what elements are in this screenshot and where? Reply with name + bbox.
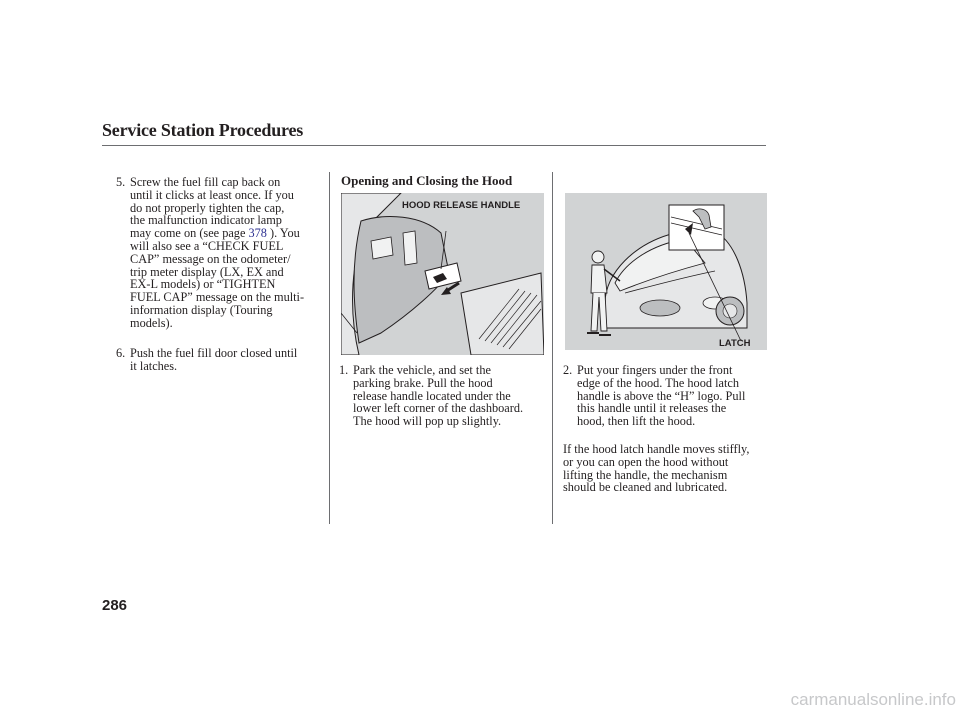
step-text bbox=[353, 364, 523, 428]
text-line: trip meter display (LX, EX and bbox=[130, 264, 284, 279]
step-2 bbox=[563, 364, 769, 434]
text-line: FUEL CAP” message on the multi- bbox=[130, 290, 305, 305]
text-line: it latches. bbox=[130, 358, 178, 373]
step-text bbox=[577, 364, 745, 428]
page-number: 286 bbox=[102, 597, 128, 614]
text-line: CAP” message on the odometer/ bbox=[130, 251, 291, 266]
step-number: 2. bbox=[563, 363, 573, 377]
text-line: The hood will pop up slightly. bbox=[353, 414, 502, 429]
text-line: do not properly tighten the cap, bbox=[130, 200, 285, 215]
text-line: If the hood latch handle moves stiffly, bbox=[563, 442, 750, 456]
hood-release-figure bbox=[341, 193, 544, 355]
step-number: 1. bbox=[339, 363, 349, 377]
car-hood-illustration bbox=[565, 193, 767, 350]
column-divider-right bbox=[552, 172, 553, 524]
text-line: or you can open the hood without bbox=[563, 454, 729, 469]
dashboard-illustration bbox=[341, 193, 544, 355]
text-line: may come on (see page 378 ). You bbox=[130, 226, 300, 241]
page-link[interactable]: 378 bbox=[248, 226, 267, 241]
text-line: lower left corner of the dashboard. bbox=[353, 401, 524, 416]
hood-latch-figure bbox=[565, 193, 767, 350]
column-divider-left bbox=[329, 172, 330, 524]
text-line: will also see a “CHECK FUEL bbox=[130, 238, 284, 253]
text-line: Put your fingers under the front bbox=[577, 363, 733, 377]
step-1 bbox=[339, 364, 551, 434]
text-line: Push the fuel fill door closed until bbox=[130, 346, 298, 360]
text-line: release handle located under the bbox=[353, 388, 511, 403]
step-number: 5. bbox=[116, 175, 126, 189]
step-number: 6. bbox=[116, 346, 126, 360]
text-line: models). bbox=[130, 315, 173, 330]
text-line: EX-L models) or “TIGHTEN bbox=[130, 277, 276, 292]
text-line: information display (Touring bbox=[130, 302, 273, 317]
watermark: carmanualsonline.info bbox=[790, 690, 956, 709]
text-line: Screw the fuel fill cap back on bbox=[130, 175, 281, 189]
figure-label: HOOD RELEASE HANDLE bbox=[402, 200, 521, 211]
text-line: until it clicks at least once. If you bbox=[130, 187, 294, 202]
page-title: Service Station Procedures bbox=[102, 120, 304, 140]
step-5 bbox=[116, 176, 326, 336]
text-line: this handle until it releases the bbox=[577, 401, 727, 416]
figure-label: LATCH bbox=[719, 338, 751, 349]
latch-note-paragraph bbox=[563, 443, 773, 494]
text-line: the malfunction indicator lamp bbox=[130, 213, 282, 228]
text-line: parking brake. Pull the hood bbox=[353, 375, 493, 390]
text-line: hood, then lift the hood. bbox=[577, 414, 696, 429]
section-heading: Opening and Closing the Hood bbox=[341, 173, 513, 188]
text-line: handle is above the “H” logo. Pull bbox=[577, 388, 746, 403]
step-text bbox=[130, 347, 297, 373]
text-line: lifting the handle, the mechanism bbox=[563, 467, 728, 482]
text-line: should be cleaned and lubricated. bbox=[563, 480, 728, 495]
text-line: edge of the hood. The hood latch bbox=[577, 375, 739, 390]
step-text bbox=[130, 176, 304, 330]
text-line: Park the vehicle, and set the bbox=[353, 363, 491, 377]
header-rule bbox=[102, 145, 766, 146]
step-6 bbox=[116, 347, 326, 377]
